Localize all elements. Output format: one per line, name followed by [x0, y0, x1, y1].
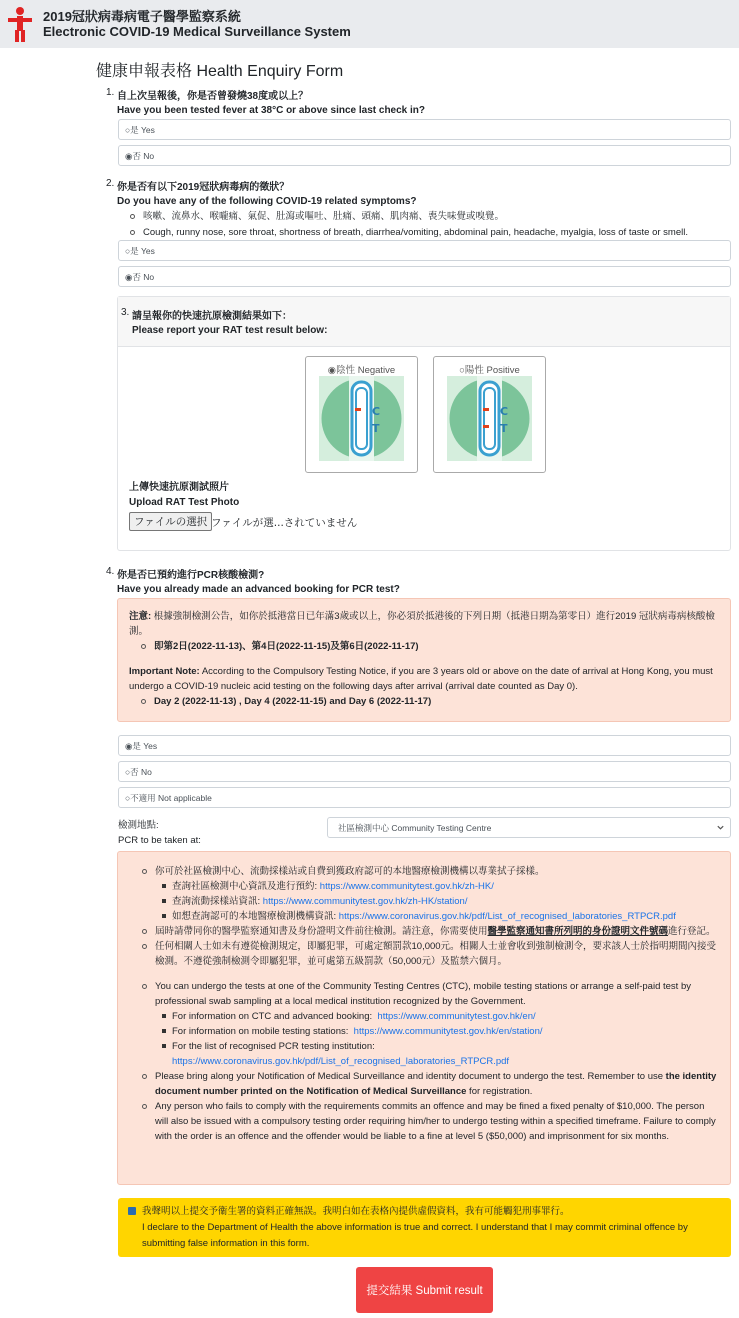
list-item: Any person who fails to comply with the requirements commits an offence and may be fined a fixed penalty of $10,000. The person will also be issued with a compulsory testing order requiring him/her to undergo testing within a specified timeframe. Failure to comply with the order is an offence and the offender would be liable to a fine at level 5 ($50,000) and imprisonment for six months. [142, 1099, 718, 1144]
page-title: 健康申報表格 Health Enquiry Form [96, 63, 344, 80]
compulsory-test-notice [117, 598, 731, 722]
mobile-station-link-en[interactable]: https://www.communitytest.gov.hk/en/station/ [353, 1026, 543, 1037]
upload-label-zh: 上傳快速抗原測試照片 [129, 482, 229, 493]
list-item: Please bring along your Notification of Medical Surveillance and identity document to undergo the test. Remember to use the identity document number printed on the Notification of Medical Surveillance for registration. [142, 1069, 718, 1099]
header-title-en: Electronic COVID-19 Medical Surveillance System [43, 24, 351, 39]
file-status-text: ファイルが選...されていません [211, 517, 358, 529]
rat-negative-label: ◉陰性 Negative [327, 365, 396, 376]
question-3-en: Please report your RAT test result below: [132, 325, 328, 336]
rat-positive-label: ○陽性 Positive [459, 365, 520, 376]
strip-c-label: C [372, 405, 381, 418]
pcr-info-box [117, 851, 731, 1185]
question-number: 2. [106, 178, 115, 189]
list-item: 任何相關人士如未有遵從檢測規定，即屬犯罪，可處定額罰款10,000元。相關人士並會收到強制檢測令，要求該人士於指明期間內接受檢測。不遵從強制檢測令即屬犯罪，並可處第五級罰款（50,000元）及監禁六個月。 [142, 939, 718, 969]
submit-button[interactable]: 提交結果 Submit result [356, 1267, 493, 1313]
lab-list-link-en[interactable]: https://www.coronavirus.gov.hk/pdf/List_of_recognised_laboratories_RTPCR.pdf [172, 1056, 510, 1067]
symptom-list [130, 209, 688, 241]
notice-zh: 注意: 根據強制檢測公告，如你於抵港當日已年滿3歲或以上，你必須於抵港後的下列日期（抵港日期為第零日）進行2019 冠狀病毒病核酸檢測。 [129, 611, 715, 637]
question-1-en: Have you been tested fever at 38°C or above since last check in? [117, 105, 426, 116]
question-2-en: Do you have any of the following COVID-19 related symptoms? [117, 196, 417, 207]
declaration-checkbox[interactable] [128, 1207, 136, 1215]
mobile-station-link-zh[interactable]: https://www.communitytest.gov.hk/zh-HK/station/ [262, 896, 468, 907]
rat-option-positive[interactable] [433, 356, 546, 473]
list-item: 查詢社區檢測中心資訊及進行預約: https://www.communitytest.gov.hk/zh-HK/ [142, 879, 718, 894]
question-4 [106, 566, 400, 595]
rat-option-negative[interactable] [305, 356, 418, 473]
ctc-booking-link-zh[interactable]: https://www.communitytest.gov.hk/zh-HK/ [319, 881, 494, 892]
q1-option-yes[interactable]: ○是 Yes [118, 119, 731, 140]
rat-result-card [117, 296, 731, 551]
app-header [0, 0, 739, 48]
declaration-zh: 我聲明以上提交予衞生署的資料正確無誤。我明白如在表格內提供虛假資料，我有可能觸犯刑事罪行。 [128, 1204, 731, 1220]
question-4-en: Have you already made an advanced booking for PCR test? [117, 584, 400, 595]
q4-option-yes[interactable]: ◉是 Yes [118, 735, 731, 756]
pcr-location-label: 檢測地點: PCR to be taken at: [118, 820, 201, 846]
declaration-box [118, 1198, 731, 1257]
lab-list-link-zh[interactable]: https://www.coronavirus.gov.hk/pdf/List_of_recognised_laboratories_RTPCR.pdf [338, 911, 676, 922]
list-item: 屆時請帶同你的醫學監察通知書及身份證明文件前往檢測。請注意，你需要使用醫學監察通知書所列明的身份證明文件號碼進行登記。 [142, 924, 718, 939]
q4-option-na[interactable]: ○不適用 Not applicable [118, 787, 731, 808]
question-3-zh: 請呈報你的快速抗原檢測結果如下： [132, 311, 292, 322]
question-4-zh: 你是否已預約進行PCR核酸檢測? [117, 570, 265, 581]
strip-t-label: T [500, 422, 508, 435]
header-title-zh: 2019冠狀病毒病電子醫學監察系統 [43, 9, 241, 24]
question-number: 3. [121, 307, 130, 318]
strip-t-label: T [372, 422, 380, 435]
list-item: 查詢流動採樣站資訊: https://www.communitytest.gov.hk/zh-HK/station/ [142, 894, 718, 909]
question-2 [106, 178, 417, 207]
question-1-zh: 自上次呈報後，你是否曾發燒38度或以上？ [117, 91, 309, 102]
strip-c-label: C [500, 405, 509, 418]
rat-card-header [118, 297, 730, 347]
q1-option-no[interactable]: ◉否 No [118, 145, 731, 166]
list-item: For information on mobile testing stations: https://www.communitytest.gov.hk/en/station/ [142, 1024, 718, 1039]
list-item: For the list of recognised PCR testing institution: [142, 1039, 718, 1054]
notice-en-days: Day 2 (2022-11-13) , Day 4 (2022-11-15) and Day 6 (2022-11-17) [129, 694, 718, 709]
chevron-down-icon [716, 823, 725, 834]
upload-label [129, 480, 239, 510]
notice-zh-days: 即第2日(2022-11-13)、第4日(2022-11-15)及第6日(2022-11-17) [129, 639, 718, 654]
rat-positive-strip-icon [447, 376, 532, 461]
question-2-zh: 你是否有以下2019冠狀病毒病的徵狀？ [117, 182, 290, 193]
rat-negative-strip-icon [319, 376, 404, 461]
question-number: 4. [106, 566, 115, 577]
list-item: For information on CTC and advanced booking: https://www.communitytest.gov.hk/en/ [142, 1009, 718, 1024]
question-1 [106, 87, 425, 116]
list-item: 咳嗽、流鼻水、喉嚨痛、氣促、肚瀉或嘔吐、肚痛、頭痛、肌肉痛、喪失味覺或嗅覺。 [130, 209, 688, 225]
question-number: 1. [106, 87, 115, 98]
q4-option-no[interactable]: ○否 No [118, 761, 731, 782]
list-item: You can undergo the tests at one of the Community Testing Centres (CTC), mobile testing stations or arrange a self-paid test by professional swab sampling at a local medical institution recognized by the Government. [142, 979, 718, 1009]
pcr-location-select[interactable] [327, 817, 731, 838]
q2-option-no[interactable]: ◉否 No [118, 266, 731, 287]
pcr-location-value: 社區檢測中心 Community Testing Centre [338, 822, 492, 833]
q2-option-yes[interactable]: ○是 Yes [118, 240, 731, 261]
declaration-en: I declare to the Department of Health the above information is true and correct. I understand that I may commit criminal offence by submitting false information in this form. [142, 1222, 688, 1249]
notice-en: Important Note: According to the Compulsory Testing Notice, if you are 3 years old or above on the date of arrival at Hong Kong, you must undergo a COVID-19 nucleic acid testing on the following days after arrival (arrival date counted as Day 0). [129, 666, 713, 692]
list-item: Cough, runny nose, sore throat, shortness of breath, diarrhea/vomiting, abdominal pain, headache, myalgia, loss of taste or smell. [130, 225, 688, 241]
ctc-booking-link-en[interactable]: https://www.communitytest.gov.hk/en/ [377, 1011, 536, 1022]
department-of-health-logo [5, 5, 35, 43]
upload-label-en: Upload RAT Test Photo [129, 497, 240, 508]
choose-file-button[interactable]: ファイルの選択 [129, 512, 212, 531]
list-item: 如想查詢認可的本地醫療檢測機構資訊: https://www.coronavirus.gov.hk/pdf/List_of_recognised_laboratories_RTPCR.pdf [142, 909, 718, 924]
list-item: 你可於社區檢測中心、流動採樣站或自費到獲政府認可的本地醫療檢測機構以專業拭子採樣。 [142, 864, 718, 879]
